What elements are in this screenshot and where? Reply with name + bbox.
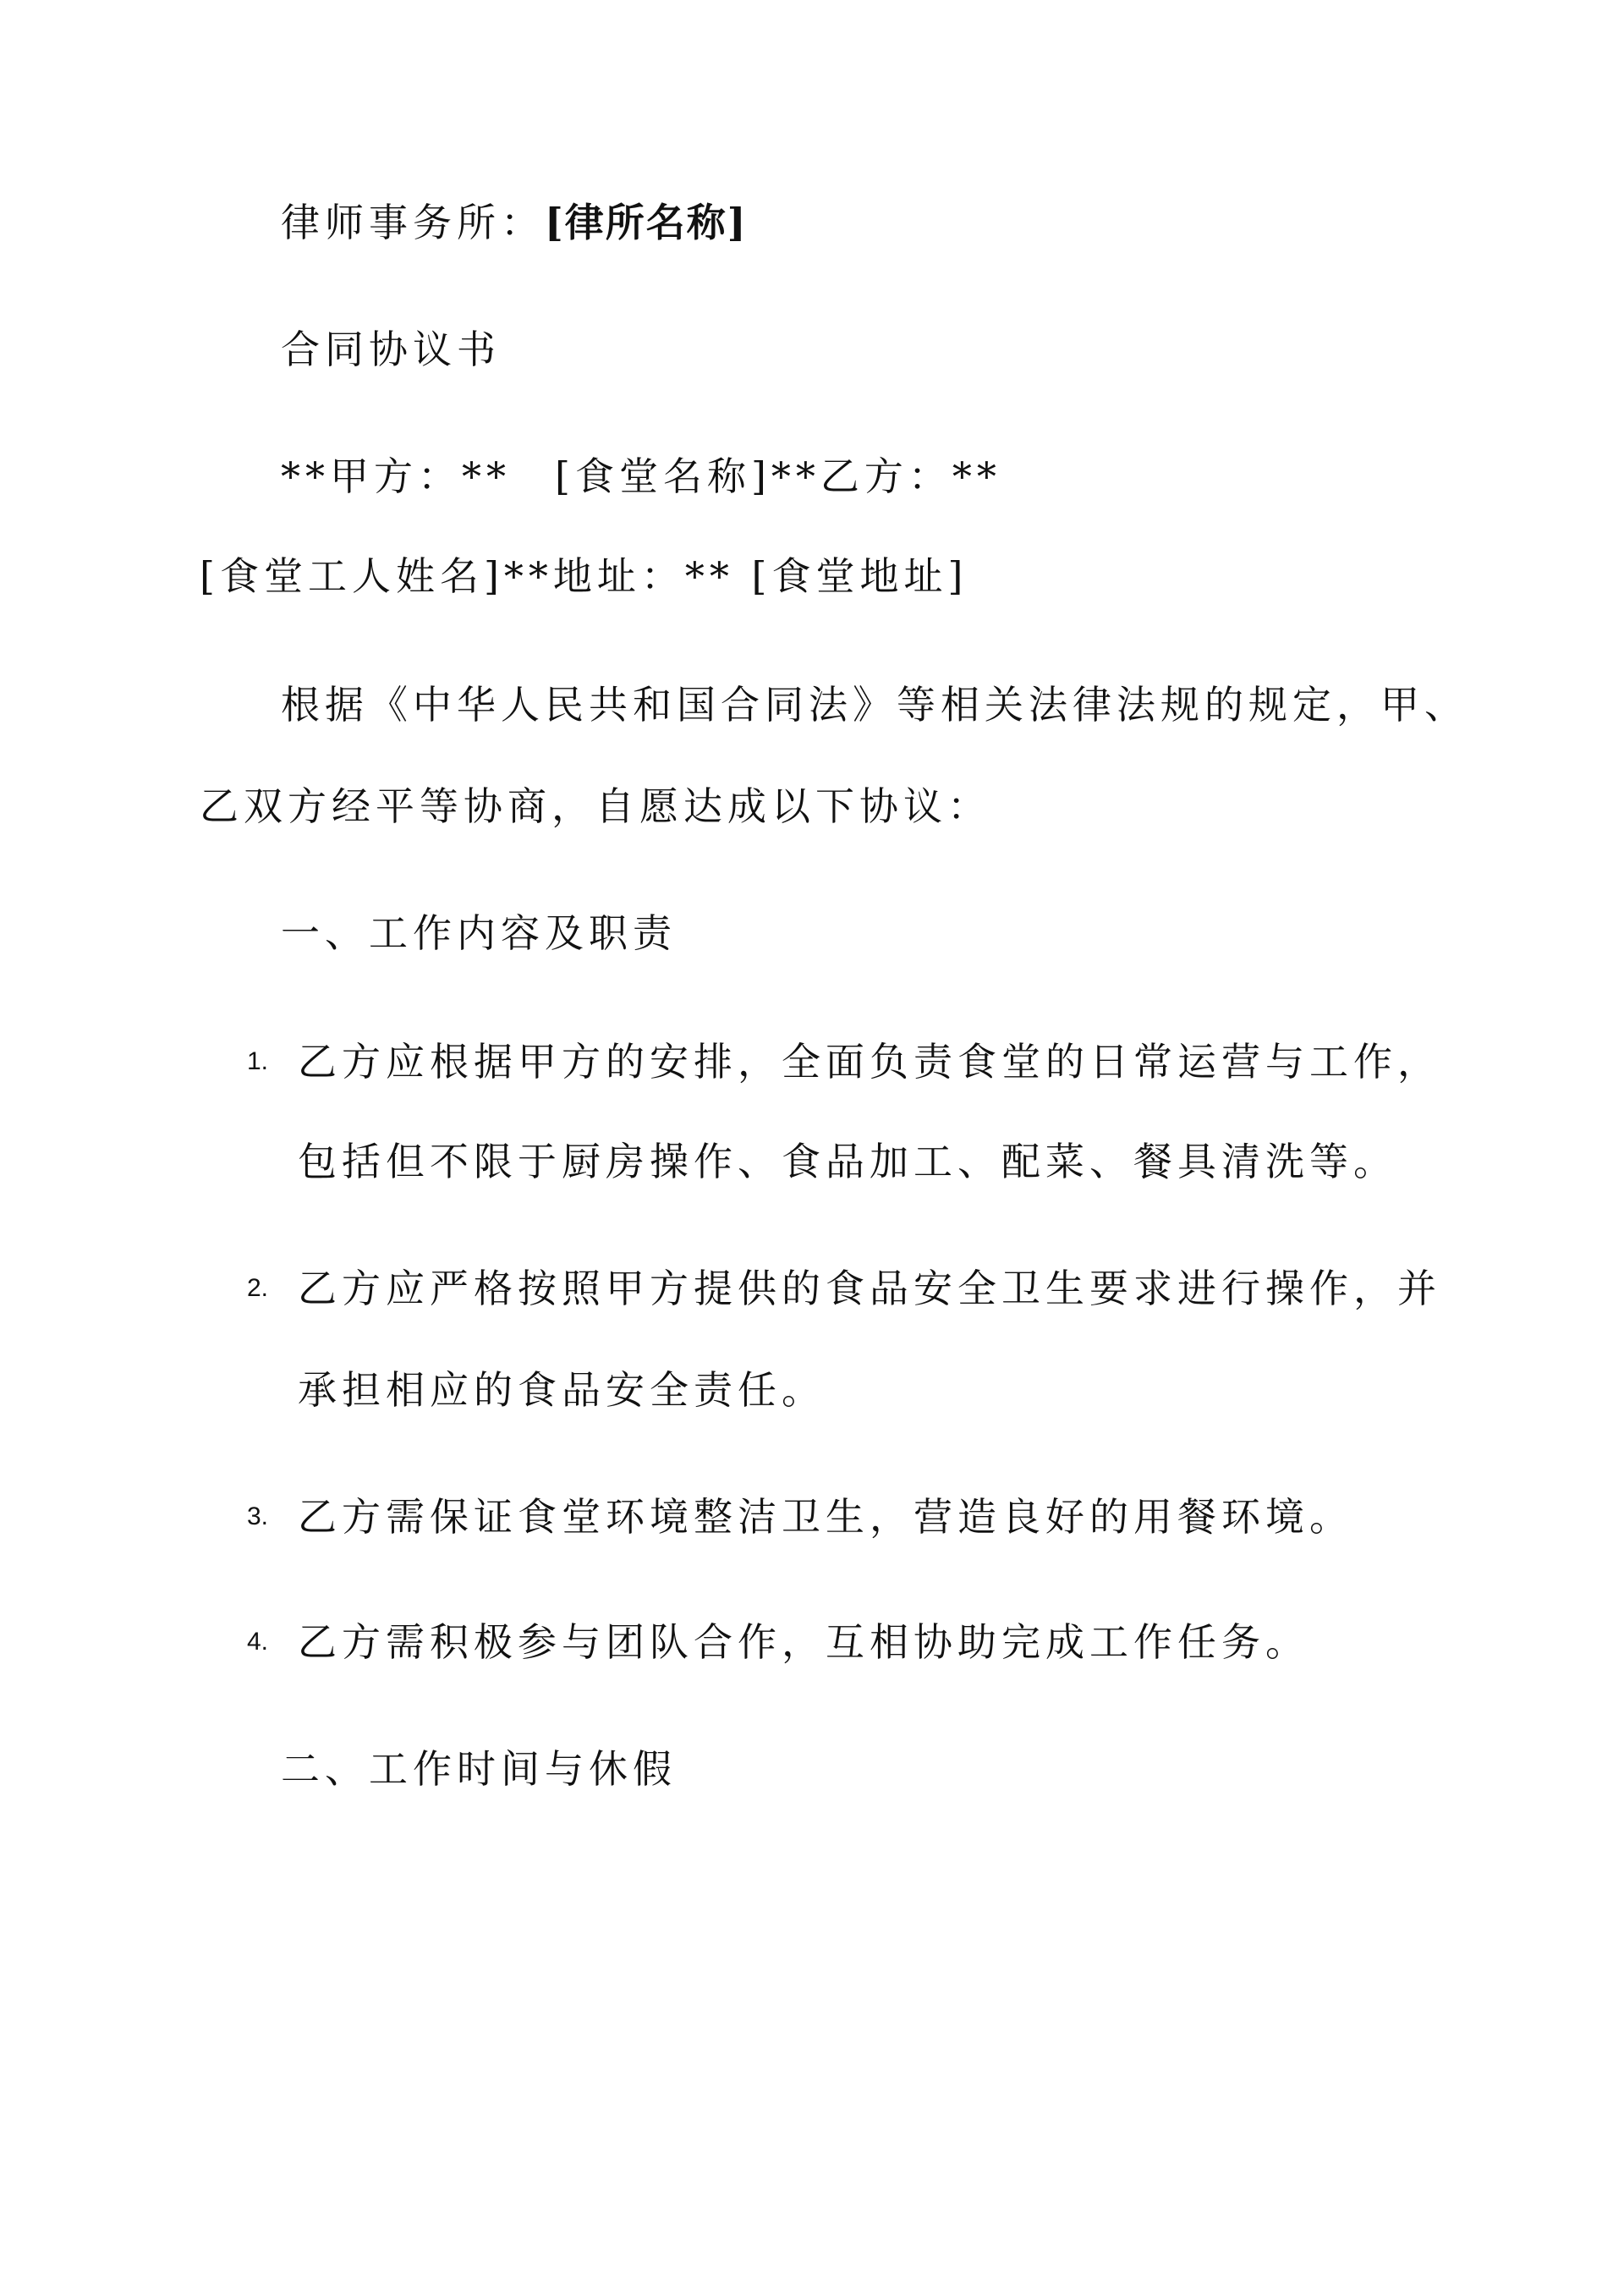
list-item-number: 3. (247, 1502, 269, 1530)
firm-line (281, 197, 748, 248)
document-title: 合同协议书 (281, 327, 501, 372)
preamble-line-2: 乙双方经平等协商，自愿达成以下协议： (200, 783, 991, 829)
list-item-line: 承担相应的食品安全责任。 (298, 1367, 826, 1413)
parties-line-2: [食堂工人姓名]**地址：** [食堂地址] (200, 553, 968, 599)
parties-line-1: **甲方：** [食堂名称]**乙方：** (281, 453, 1001, 499)
list-item-line: 包括但不限于厨房操作、食品加工、配菜、餐具清洗等。 (298, 1139, 1397, 1184)
list-item-number: 4. (247, 1628, 269, 1656)
list-item-number: 1. (247, 1047, 269, 1075)
list-item-line: 乙方应根据甲方的安排，全面负责食堂的日常运营与工作， (298, 1039, 1441, 1085)
preamble-line-1: 根据《中华人民共和国合同法》等相关法律法规的规定，甲、 (281, 682, 1468, 728)
list-item-line: 乙方应严格按照甲方提供的食品安全卫生要求进行操作，并 (298, 1266, 1441, 1311)
list-item-line: 乙方需积极参与团队合作，互相协助完成工作任务。 (298, 1619, 1309, 1665)
firm-name: [律所名称] (545, 200, 748, 245)
firm-label: 律师事务所： (281, 200, 545, 245)
section-heading-1: 一、工作内容及职责 (281, 910, 677, 956)
section-heading-2: 二、工作时间与休假 (281, 1746, 677, 1792)
list-item-line: 乙方需保证食堂环境整洁卫生，营造良好的用餐环境。 (298, 1494, 1353, 1540)
list-item-number: 2. (247, 1274, 269, 1302)
